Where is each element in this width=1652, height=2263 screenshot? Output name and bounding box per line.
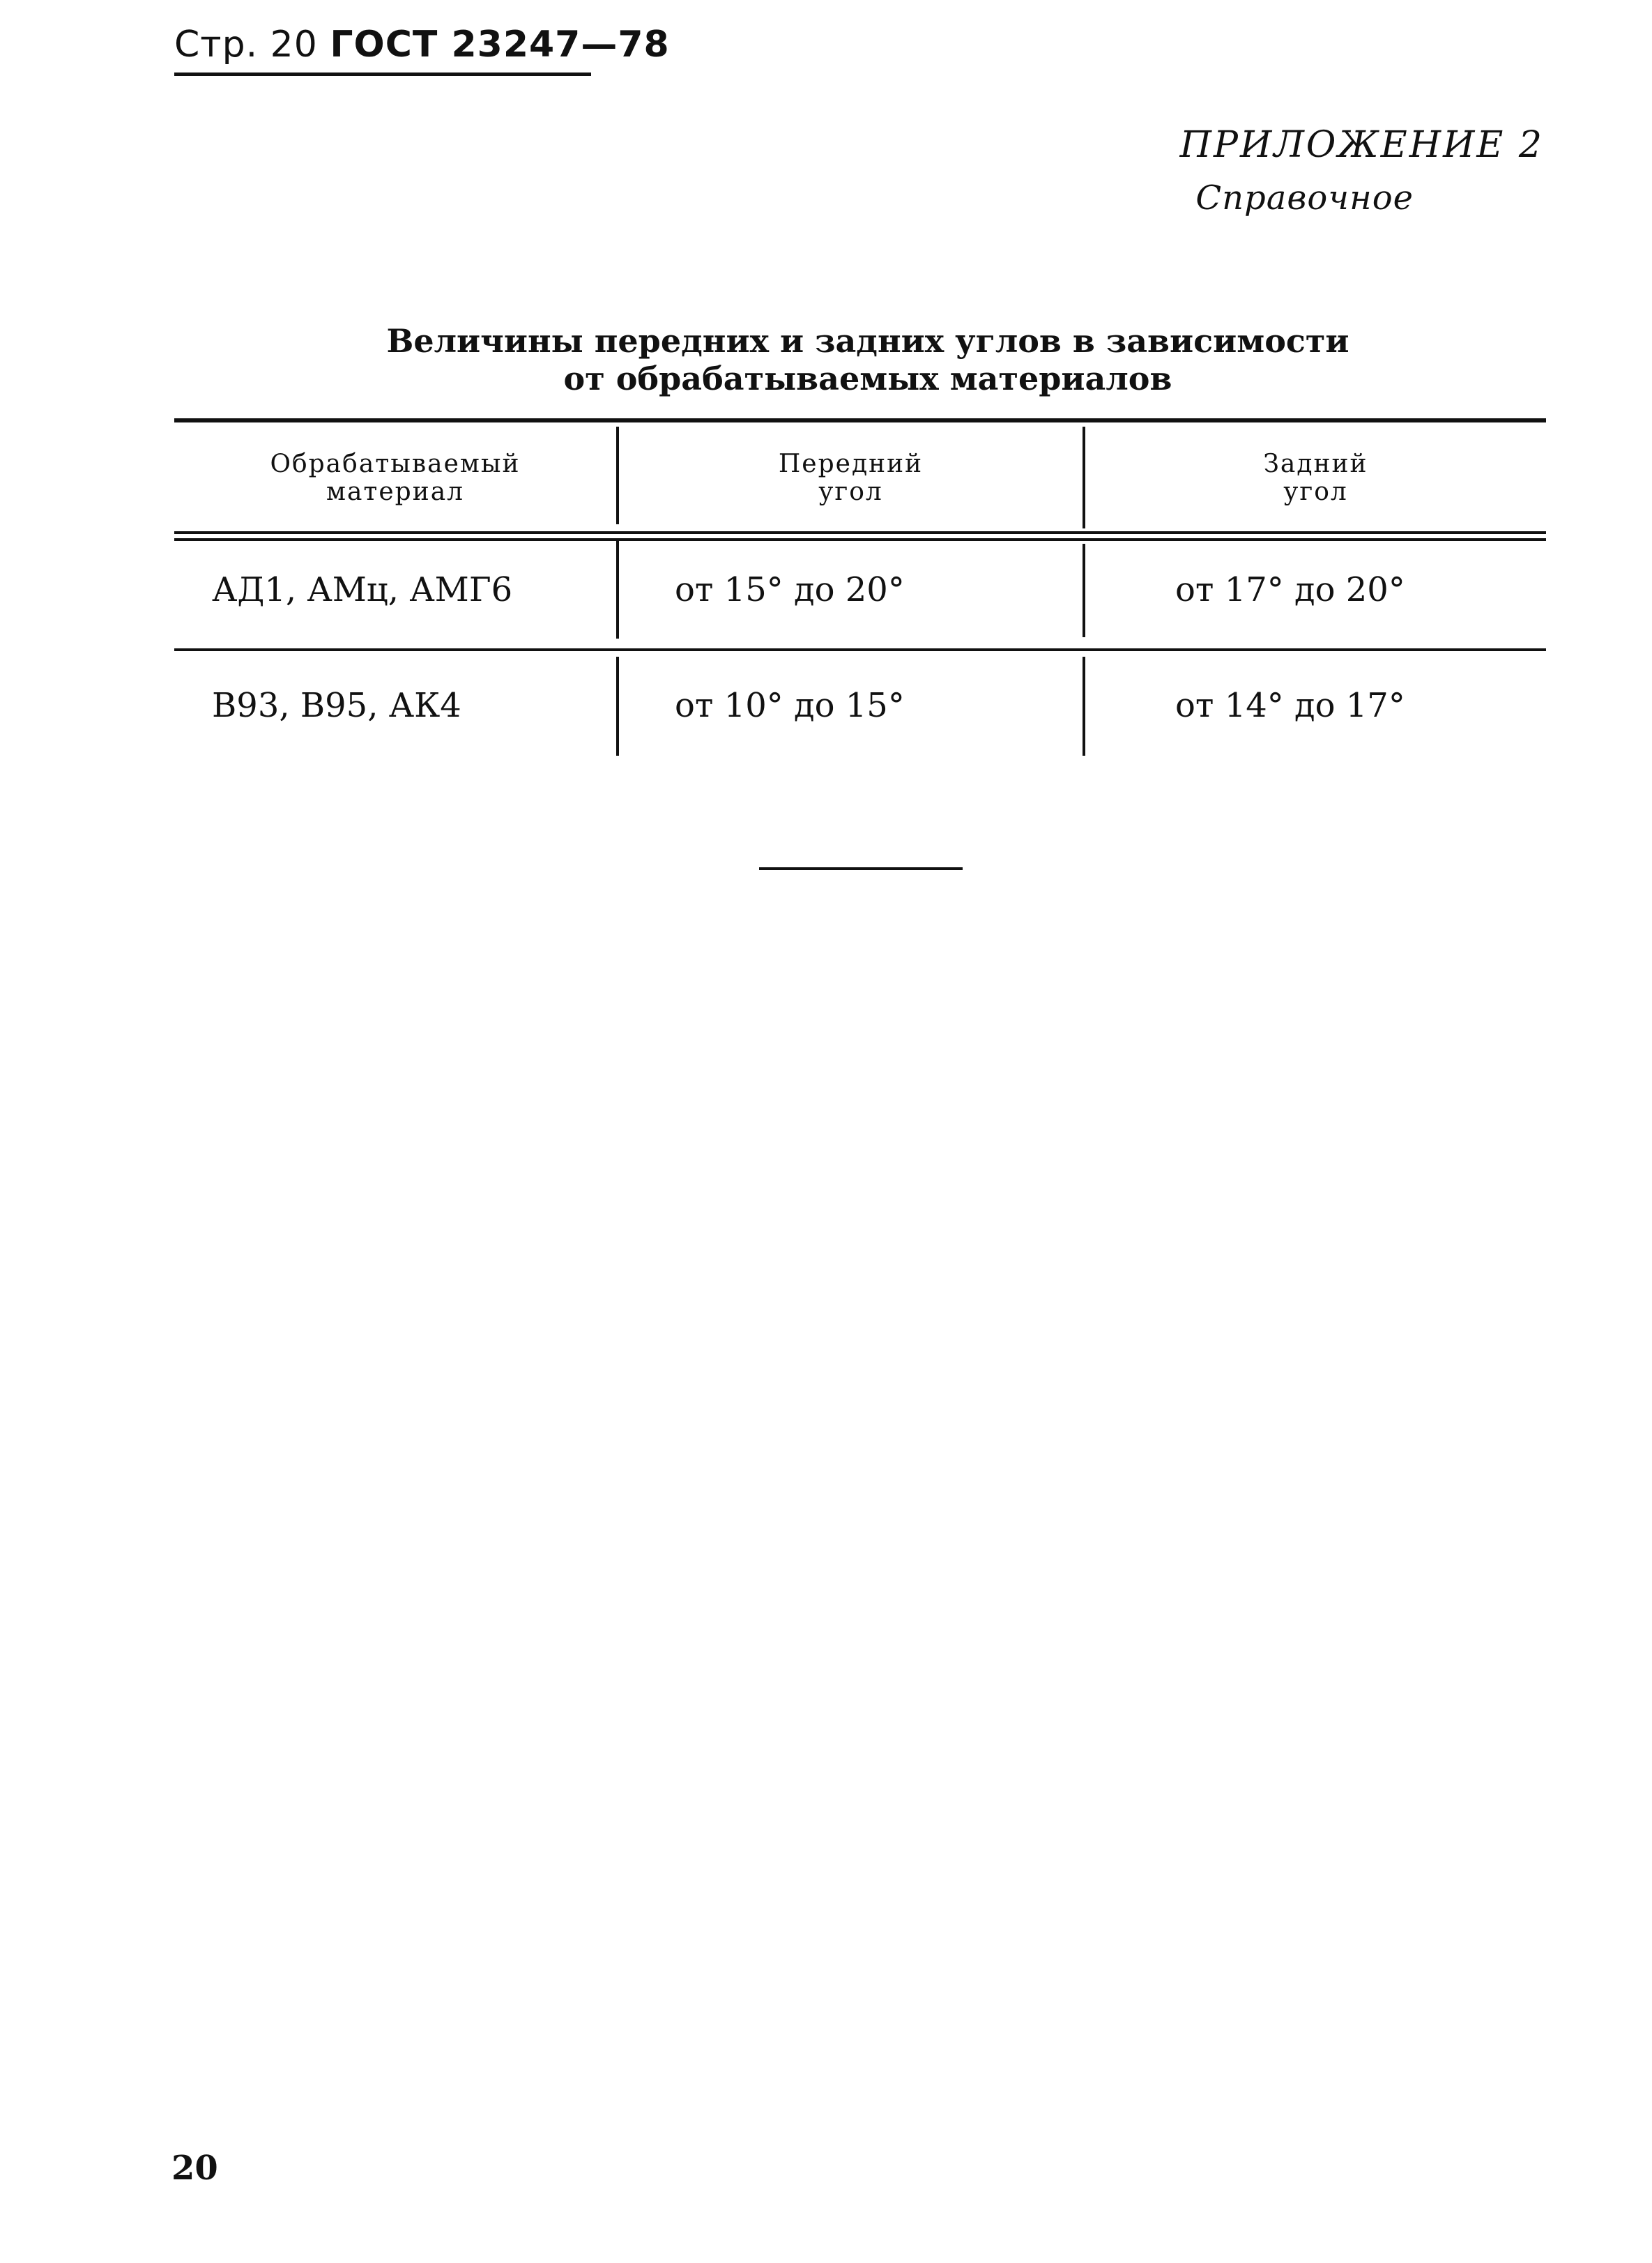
standard-number: ГОСТ 23247—78 [330,24,670,66]
running-header [174,24,670,66]
page-number: 20 [171,2149,218,2188]
table-title [0,322,1652,397]
appendix-subtitle: Справочное [1195,178,1414,218]
table-cell-rake: от 10° до 15° [675,686,905,725]
column-divider-2-row1 [1083,544,1085,637]
column-divider-2-row2 [1083,657,1085,756]
header-underline [174,73,591,76]
table-cell-material: В93, В95, АК4 [212,686,461,725]
table-cell-clearance: от 17° до 20° [1175,570,1405,609]
table-cell-material: АД1, АМц, АМГ6 [212,570,513,609]
column-divider-1-row1 [616,540,619,639]
header-bottom-rule-2 [174,538,1546,541]
page-label: Стр. 20 [174,24,318,66]
header-bottom-rule-1 [174,531,1546,534]
column-divider-1-row2 [616,657,619,756]
row-separator [174,648,1546,651]
table-cell-rake: от 15° до 20° [675,570,905,609]
table-top-rule [174,418,1546,422]
column-header-rake-angle: Передний угол [778,450,924,506]
table-title-line-2: от обрабатываемых материалов [563,360,1172,397]
table-title-line-1: Величины передних и задних углов в зависимости [386,322,1349,360]
column-header-material: Обрабатываемый материал [270,450,521,506]
table-cell-clearance: от 14° до 17° [1175,686,1405,725]
end-of-section-rule [759,867,963,870]
appendix-title: ПРИЛОЖЕНИЕ 2 [1179,124,1544,166]
column-header-clearance-angle: Задний угол [1263,450,1368,506]
